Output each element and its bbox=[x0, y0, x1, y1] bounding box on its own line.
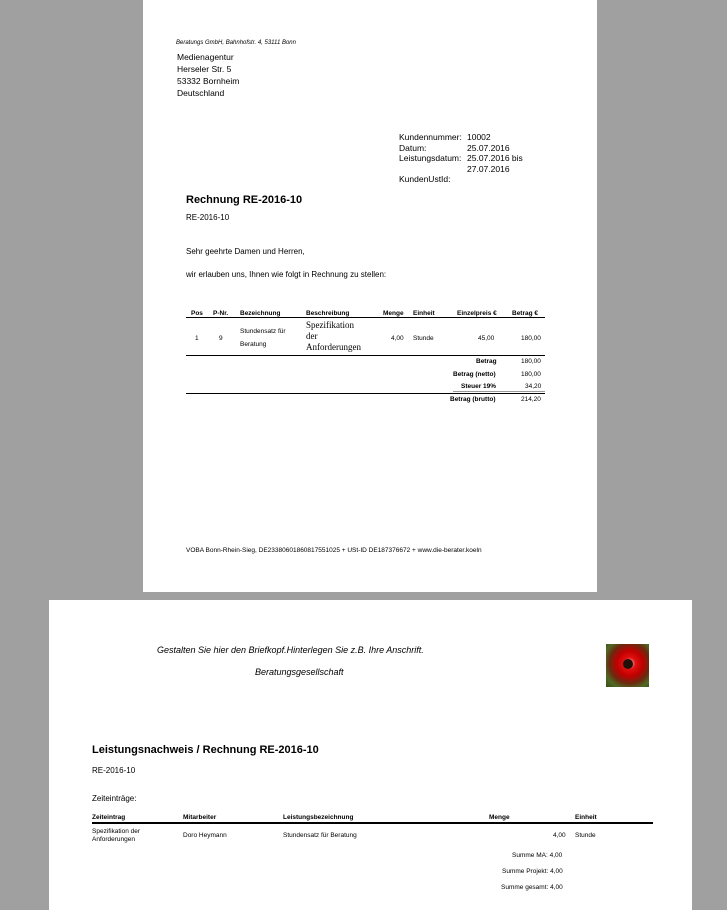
greeting: Sehr geehrte Damen und Herren, bbox=[186, 247, 305, 256]
cell-beschreibung: der bbox=[306, 331, 318, 341]
tax-value: 34,20 bbox=[525, 383, 542, 390]
cell-pos: 1 bbox=[195, 335, 199, 342]
meta-label: Kundennummer: bbox=[399, 132, 462, 142]
recipient-line: Deutschland bbox=[177, 88, 225, 98]
recipient-line: Medienagentur bbox=[177, 52, 234, 62]
recipient-address bbox=[177, 51, 239, 99]
invoice-page bbox=[143, 0, 597, 592]
sum-ma bbox=[512, 852, 562, 859]
invoice-title: Rechnung RE-2016-10 bbox=[186, 194, 303, 206]
section-label: Zeiteinträge: bbox=[92, 794, 137, 803]
table-row-line bbox=[186, 355, 545, 356]
cell-einheit: Stunde bbox=[413, 335, 434, 342]
col-header-betrag: Betrag € bbox=[512, 310, 539, 317]
letterhead-line: Gestalten Sie hier den Briefkopf.Hinterlegen Sie z.B. Ihre Anschrift. bbox=[157, 645, 424, 655]
cell-zeiteintrag: Spezifikation der bbox=[92, 828, 141, 835]
report-subtitle: RE-2016-10 bbox=[92, 766, 136, 775]
cell-bezeichnung: Beratung bbox=[240, 341, 267, 348]
cell-beschreibung: Anforderungen bbox=[306, 342, 361, 352]
total-netto-label: Betrag (netto) bbox=[453, 371, 496, 378]
sender-line: Beratungs GmbH, Bahnhofstr. 4, 53111 Bonn bbox=[176, 40, 296, 46]
meta-value: 25.07.2016 bbox=[467, 142, 510, 153]
sum-value: 4,00 bbox=[550, 884, 563, 891]
col-header-beschreibung: Beschreibung bbox=[306, 310, 350, 317]
total-brutto-value: 214,20 bbox=[521, 396, 541, 403]
cell-pnr: 9 bbox=[219, 335, 223, 342]
tulip-logo-image bbox=[606, 644, 649, 687]
meta-value: 10002 bbox=[467, 132, 491, 142]
invoice-meta bbox=[399, 132, 523, 185]
invoice-subtitle: RE-2016-10 bbox=[186, 213, 230, 222]
table-header-line bbox=[92, 822, 653, 824]
col-header-einheit: Einheit bbox=[575, 814, 597, 821]
total-label: Betrag bbox=[476, 358, 497, 365]
table-header-line bbox=[186, 317, 545, 318]
tax-line bbox=[453, 391, 545, 392]
sum-projekt bbox=[502, 868, 563, 875]
intro-text: wir erlauben uns, Ihnen wie folgt in Rechnung zu stellen: bbox=[186, 270, 387, 279]
meta-value: 27.07.2016 bbox=[467, 163, 510, 174]
totals-line bbox=[186, 393, 545, 394]
col-header-leistung: Leistungsbezeichnung bbox=[283, 814, 354, 821]
sum-value: 4,00 bbox=[550, 868, 563, 875]
report-title: Leistungsnachweis / Rechnung RE-2016-10 bbox=[92, 744, 319, 756]
col-header-bezeichnung: Bezeichnung bbox=[240, 310, 281, 317]
meta-label: KundenUstId: bbox=[399, 174, 451, 184]
cell-einheit: Stunde bbox=[575, 832, 596, 839]
recipient-line: Herseler Str. 5 bbox=[177, 64, 232, 74]
col-header-pos: Pos bbox=[191, 310, 203, 317]
meta-label: Leistungsdatum: bbox=[399, 153, 462, 163]
sum-label: Summe MA: bbox=[512, 852, 548, 859]
col-header-zeiteintrag: Zeiteintrag bbox=[92, 814, 126, 821]
total-value: 180,00 bbox=[521, 358, 541, 365]
sum-label: Summe Projekt: bbox=[502, 868, 549, 875]
invoice-footer: VOBA Bonn-Rhein-Sieg, DE23380601860817551025 + USt-ID DE187376672 + www.die-berater.koeln bbox=[186, 547, 482, 554]
cell-zeiteintrag: Anforderungen bbox=[92, 836, 136, 843]
cell-bezeichnung: Stundensatz für bbox=[240, 328, 286, 335]
col-header-einheit: Einheit bbox=[413, 310, 435, 317]
col-header-menge: Menge bbox=[383, 310, 404, 317]
cell-betrag: 180,00 bbox=[521, 335, 541, 342]
sum-label: Summe gesamt: bbox=[501, 884, 549, 891]
total-netto-value: 180,00 bbox=[521, 371, 541, 378]
cell-menge: 4,00 bbox=[391, 335, 404, 342]
col-header-einzelpreis: Einzelpreis € bbox=[457, 310, 497, 317]
col-header-pnr: P-Nr. bbox=[213, 310, 229, 317]
recipient-line: 53332 Bornheim bbox=[177, 76, 240, 86]
report-page bbox=[49, 600, 692, 910]
sum-value: 4,00 bbox=[549, 852, 563, 859]
cell-leistung: Stundensatz für Beratung bbox=[283, 832, 357, 839]
cell-beschreibung: Spezifikation bbox=[306, 320, 354, 330]
sum-gesamt bbox=[501, 884, 563, 891]
tax-label: Steuer 19% bbox=[461, 383, 497, 390]
col-header-menge: Menge bbox=[489, 814, 510, 821]
total-brutto-label: Betrag (brutto) bbox=[450, 396, 496, 403]
company-name: Beratungsgesellschaft bbox=[255, 667, 344, 677]
meta-value: 25.07.2016 bis bbox=[467, 153, 523, 163]
cell-einzelpreis: 45,00 bbox=[478, 335, 495, 342]
col-header-mitarbeiter: Mitarbeiter bbox=[183, 814, 217, 821]
meta-label: Datum: bbox=[399, 142, 427, 153]
cell-mitarbeiter: Doro Heymann bbox=[183, 832, 227, 839]
cell-menge: 4,00 bbox=[553, 832, 566, 839]
